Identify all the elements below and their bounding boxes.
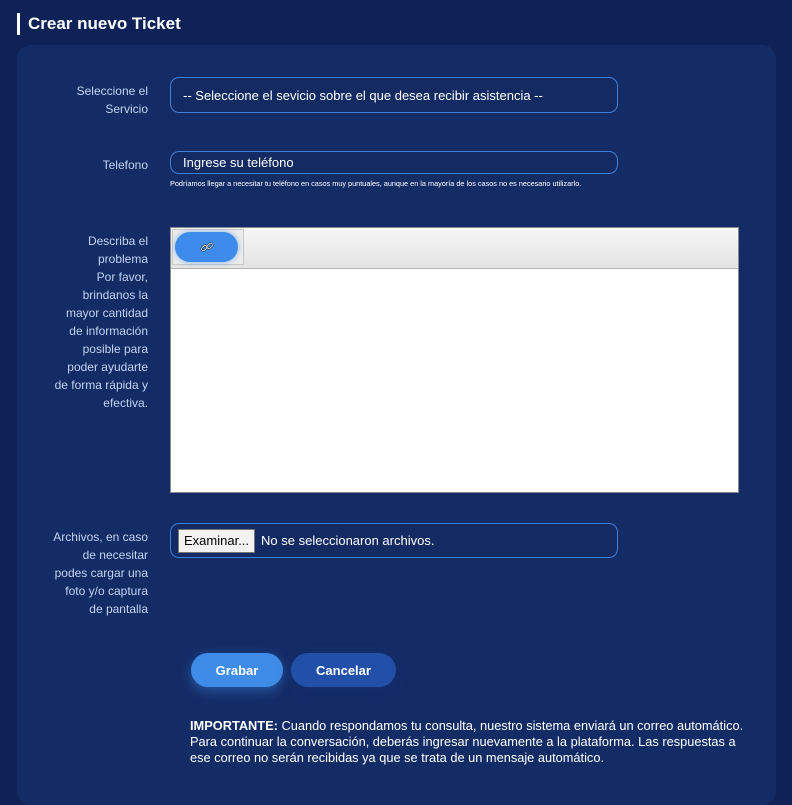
description-textarea[interactable] <box>171 269 738 492</box>
phone-placeholder: Ingrese su teléfono <box>183 155 294 170</box>
editor-toolbar <box>171 228 738 269</box>
file-upload-field <box>170 523 618 558</box>
description-label-line: Describa el <box>87 234 148 248</box>
files-label-line: de pantalla <box>89 602 148 616</box>
files-label-line: de necesitar <box>82 548 148 562</box>
description-label-line: Por favor, <box>96 270 148 284</box>
phone-help-text: Podríamos llegar a necesitar tu teléfono en casos muy puntuales, aunque en la mayoría de los casos no es necesario utilizarlo. <box>170 179 582 188</box>
description-label-line: efectiva. <box>103 396 148 410</box>
description-editor <box>170 227 739 493</box>
files-label-line: foto y/o captura <box>65 584 148 598</box>
description-label-line: posible para <box>82 342 148 356</box>
files-label-line: Archivos, en caso <box>53 530 148 544</box>
link-icon <box>199 239 215 255</box>
service-select[interactable] <box>170 77 618 113</box>
description-label-line: brindanos la <box>82 288 148 302</box>
toolbar-group <box>172 229 244 265</box>
files-label-line: podes cargar una <box>54 566 148 580</box>
notice-text: Cuando respondamos tu consulta, nuestro sistema enviará un correo automático. Para continuar la conversación, deberás ingresar nuevamente a la plataforma. Las respuestas a ese correo no serán recibidas ya que se trata de un mensaje automático. <box>190 718 744 765</box>
description-label-line: mayor cantidad <box>65 306 148 320</box>
description-label-line: de forma rápida y <box>54 378 148 392</box>
important-notice <box>190 718 750 766</box>
description-label-line: poder ayudarte <box>67 360 148 374</box>
browse-files-button[interactable]: Examinar... <box>178 529 255 553</box>
page-title: Crear nuevo Ticket <box>17 13 181 35</box>
insert-link-button[interactable] <box>175 232 238 262</box>
description-label-line: de información <box>69 324 148 338</box>
file-status-text: No se seleccionaron archivos. <box>261 533 435 548</box>
save-button[interactable]: Grabar <box>191 653 283 687</box>
notice-strong: IMPORTANTE: <box>190 718 278 733</box>
files-label <box>40 528 148 618</box>
service-selected-value: -- Seleccione el sevicio sobre el que desea recibir asistencia -- <box>183 87 543 103</box>
description-label-line: problema <box>97 252 148 266</box>
phone-input[interactable] <box>170 151 618 174</box>
service-label: Seleccione el Servicio <box>76 84 148 116</box>
cancel-button[interactable]: Cancelar <box>291 653 396 687</box>
phone-label: Telefono <box>102 158 148 172</box>
description-label <box>40 232 148 412</box>
